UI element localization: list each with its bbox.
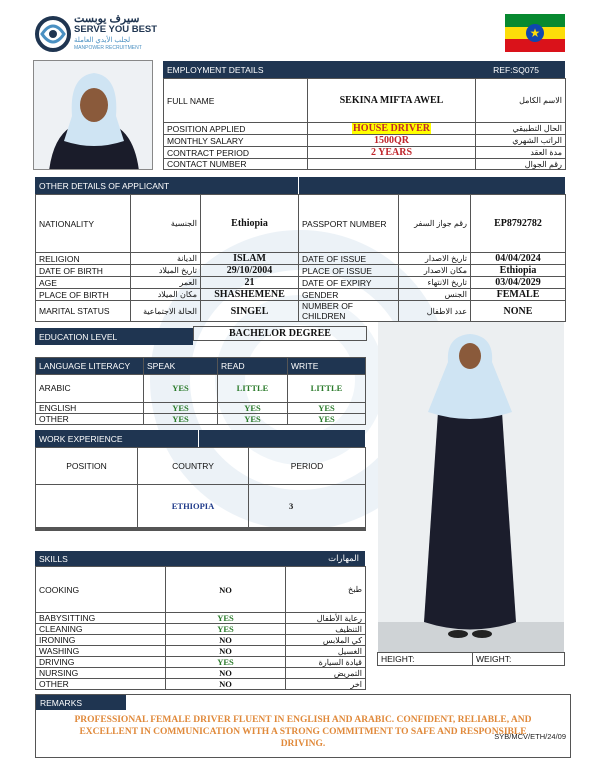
label: DATE OF EXPIRY <box>299 277 399 289</box>
skill-name: CLEANING <box>36 624 166 635</box>
skill-name: BABYSITTING <box>36 613 166 624</box>
period-value: 3 <box>249 484 366 527</box>
table-row <box>36 635 366 646</box>
language-name: ENGLISH <box>36 403 144 414</box>
label-ar: الديانة <box>131 253 201 265</box>
position-value: HOUSE DRIVER <box>353 123 430 134</box>
language-name: OTHER <box>36 414 144 425</box>
label-ar: الحالة الاجتماعية <box>131 301 201 322</box>
logo-arabic-sub: لجلب الأيدي العاملة <box>74 37 131 44</box>
remarks-text: PROFESSIONAL FEMALE DRIVER FLUENT IN ENGLISH AND ARABIC. CONFIDENT, RELIABLE, AND EXCELLENT IN COMMUNICATION WITH A STRONG COMMITMENT TO SAFE AND RESPONSIBLE DRIVING. <box>74 715 532 749</box>
label-ar: مكان الميلاد <box>131 289 201 301</box>
value: FEMALE <box>471 289 566 301</box>
table-row <box>36 624 366 635</box>
label-ar: تاريخ الانتهاء <box>399 277 471 289</box>
value: 21 <box>201 277 299 289</box>
education-header <box>35 328 193 345</box>
salary-value: 1500QR <box>308 135 476 147</box>
write-value: YES <box>288 414 366 425</box>
label-ar: تاريخ الاصدار <box>399 253 471 265</box>
language-table <box>35 357 366 425</box>
table-row <box>36 289 566 301</box>
skill-name-ar: الغسيل <box>286 646 366 657</box>
value: SHASHEMENE <box>201 289 299 301</box>
value: 04/04/2024 <box>471 253 566 265</box>
skill-value: YES <box>166 624 286 635</box>
work-table <box>35 447 366 531</box>
label-ar: عدد الاطفال <box>399 301 471 322</box>
employment-table <box>163 78 566 170</box>
remarks-header <box>36 695 126 710</box>
table-row <box>36 567 366 613</box>
value: 03/04/2029 <box>471 277 566 289</box>
skill-name: DRIVING <box>36 657 166 668</box>
table-row <box>164 135 566 147</box>
logo-english-sub: MANPOWER RECRUITMENT <box>74 45 142 51</box>
work-title: WORK EXPERIENCE <box>39 433 123 444</box>
skill-value: NO <box>166 679 286 690</box>
label-ar: الجنسية <box>131 195 201 253</box>
label-ar: مدة العقد <box>476 147 566 159</box>
company-logo <box>34 12 158 56</box>
skill-name-ar: التمريض <box>286 668 366 679</box>
label: PLACE OF BIRTH <box>36 289 131 301</box>
table-row <box>36 195 566 253</box>
table-row <box>36 530 366 531</box>
label-ar: الراتب الشهري <box>476 135 566 147</box>
label: CONTACT NUMBER <box>164 159 308 170</box>
speak-value: YES <box>144 374 218 402</box>
read-value: LITTLE <box>218 374 288 402</box>
table-row <box>36 253 566 265</box>
read-value: YES <box>218 414 288 425</box>
label-ar: الجنس <box>399 289 471 301</box>
table-row <box>36 374 366 402</box>
label: DATE OF BIRTH <box>36 265 131 277</box>
remarks-box <box>35 694 571 758</box>
skill-value: NO <box>166 646 286 657</box>
label-ar: رقم جواز السفر <box>399 195 471 253</box>
language-header-row <box>36 358 366 375</box>
value: NONE <box>471 301 566 322</box>
contract-value: 2 YEARS <box>308 147 476 159</box>
table-row <box>36 301 566 322</box>
full-name-value: SEKINA MIFTA AWEL <box>308 79 476 123</box>
table-row <box>36 679 366 690</box>
skills-title: SKILLS <box>39 553 68 564</box>
height-label: HEIGHT: <box>378 653 473 665</box>
table-row <box>164 159 566 170</box>
table-row <box>36 414 366 425</box>
label-ar: الحال التطبيقي <box>476 123 566 135</box>
skill-name: OTHER <box>36 679 166 690</box>
label-ar: العمر <box>131 277 201 289</box>
remarks-title: REMARKS <box>40 697 83 708</box>
table-row <box>36 484 366 527</box>
period-value <box>249 530 366 531</box>
speak-value: YES <box>144 403 218 414</box>
table-row <box>36 657 366 668</box>
skill-value: NO <box>166 635 286 646</box>
read-value: YES <box>218 403 288 414</box>
label: FULL NAME <box>164 79 308 123</box>
skills-title-ar: المهارات <box>328 553 359 563</box>
employment-header <box>163 61 565 78</box>
weight-label: WEIGHT: <box>476 654 512 664</box>
skill-name: WASHING <box>36 646 166 657</box>
label: NUMBER OF CHILDREN <box>299 301 399 322</box>
label: NATIONALITY <box>36 195 131 253</box>
logo-emblem-icon <box>34 14 72 54</box>
portrait-photo <box>33 60 153 170</box>
contact-value <box>308 159 476 170</box>
table-row <box>164 147 566 159</box>
label-ar: رقم الجوال <box>476 159 566 170</box>
skill-name: COOKING <box>36 567 166 613</box>
table-row <box>164 79 566 123</box>
other-details-header <box>35 177 298 194</box>
table-row <box>36 646 366 657</box>
skill-name-ar: طبخ <box>286 567 366 613</box>
document-code: SYB/MCV/ETH/24/09 <box>494 732 566 741</box>
label-ar: مكان الاصدار <box>399 265 471 277</box>
col-header: PERIOD <box>249 448 366 485</box>
other-details-header-right <box>298 177 565 194</box>
col-header: POSITION <box>36 448 138 485</box>
skill-value: NO <box>166 567 286 613</box>
label: GENDER <box>299 289 399 301</box>
speak-value: YES <box>144 414 218 425</box>
education-label: EDUCATION LEVEL <box>39 331 118 342</box>
education-value: BACHELOR DEGREE <box>193 326 367 341</box>
write-value: LITTLE <box>288 374 366 402</box>
label: AGE <box>36 277 131 289</box>
position-value <box>36 530 138 531</box>
col-header: COUNTRY <box>138 448 249 485</box>
col-header: LANGUAGE LITERACY <box>36 358 144 375</box>
skill-value: YES <box>166 613 286 624</box>
skills-header <box>35 551 365 566</box>
ref-number: REF:SQ075 <box>493 64 539 75</box>
logo-english: SERVE YOU BEST <box>74 24 158 35</box>
value: ISLAM <box>201 253 299 265</box>
label: PASSPORT NUMBER <box>299 195 399 253</box>
label: POSITION APPLIED <box>164 123 308 135</box>
skill-value: NO <box>166 668 286 679</box>
language-name: ARABIC <box>36 374 144 402</box>
skill-name-ar: رعاية الأطفال <box>286 613 366 624</box>
skill-name-ar: قيادة السيارة <box>286 657 366 668</box>
country-value: ETHIOPIA <box>138 484 249 527</box>
table-row <box>36 668 366 679</box>
label: MONTHLY SALARY <box>164 135 308 147</box>
table-row <box>36 277 566 289</box>
label: DATE OF ISSUE <box>299 253 399 265</box>
employment-title: EMPLOYMENT DETAILS <box>167 64 264 75</box>
table-row <box>36 613 366 624</box>
ethiopia-flag-icon: ★ <box>505 14 565 52</box>
col-header: READ <box>218 358 288 375</box>
work-header <box>35 430 198 447</box>
full-body-photo <box>378 322 564 652</box>
skills-table <box>35 566 366 690</box>
value: EP8792782 <box>471 195 566 253</box>
skill-name-ar: التنظيف <box>286 624 366 635</box>
value: 29/10/2004 <box>201 265 299 277</box>
other-details-title: OTHER DETAILS OF APPLICANT <box>39 180 170 191</box>
skill-name: IRONING <box>36 635 166 646</box>
logo-arabic: سيرف يوبست <box>74 13 140 25</box>
skill-name: NURSING <box>36 668 166 679</box>
value: Ethiopia <box>201 195 299 253</box>
measurements-row <box>377 652 565 666</box>
label-ar: الاسم الكامل <box>476 79 566 123</box>
skill-name-ar: كي الملابس <box>286 635 366 646</box>
work-header-row <box>36 448 366 485</box>
label: PLACE OF ISSUE <box>299 265 399 277</box>
skill-name-ar: اخر <box>286 679 366 690</box>
label: CONTRACT PERIOD <box>164 147 308 159</box>
country-value <box>138 530 249 531</box>
skill-value: YES <box>166 657 286 668</box>
other-details-table <box>35 194 566 322</box>
position-value <box>36 484 138 527</box>
col-header: SPEAK <box>144 358 218 375</box>
col-header: WRITE <box>288 358 366 375</box>
label-ar: تاريخ الميلاد <box>131 265 201 277</box>
table-row <box>36 265 566 277</box>
table-row <box>164 123 566 135</box>
label: RELIGION <box>36 253 131 265</box>
work-header-right <box>198 430 365 447</box>
value: Ethiopia <box>471 265 566 277</box>
value: SINGEL <box>201 301 299 322</box>
label: MARITAL STATUS <box>36 301 131 322</box>
table-row <box>36 403 366 414</box>
write-value: YES <box>288 403 366 414</box>
